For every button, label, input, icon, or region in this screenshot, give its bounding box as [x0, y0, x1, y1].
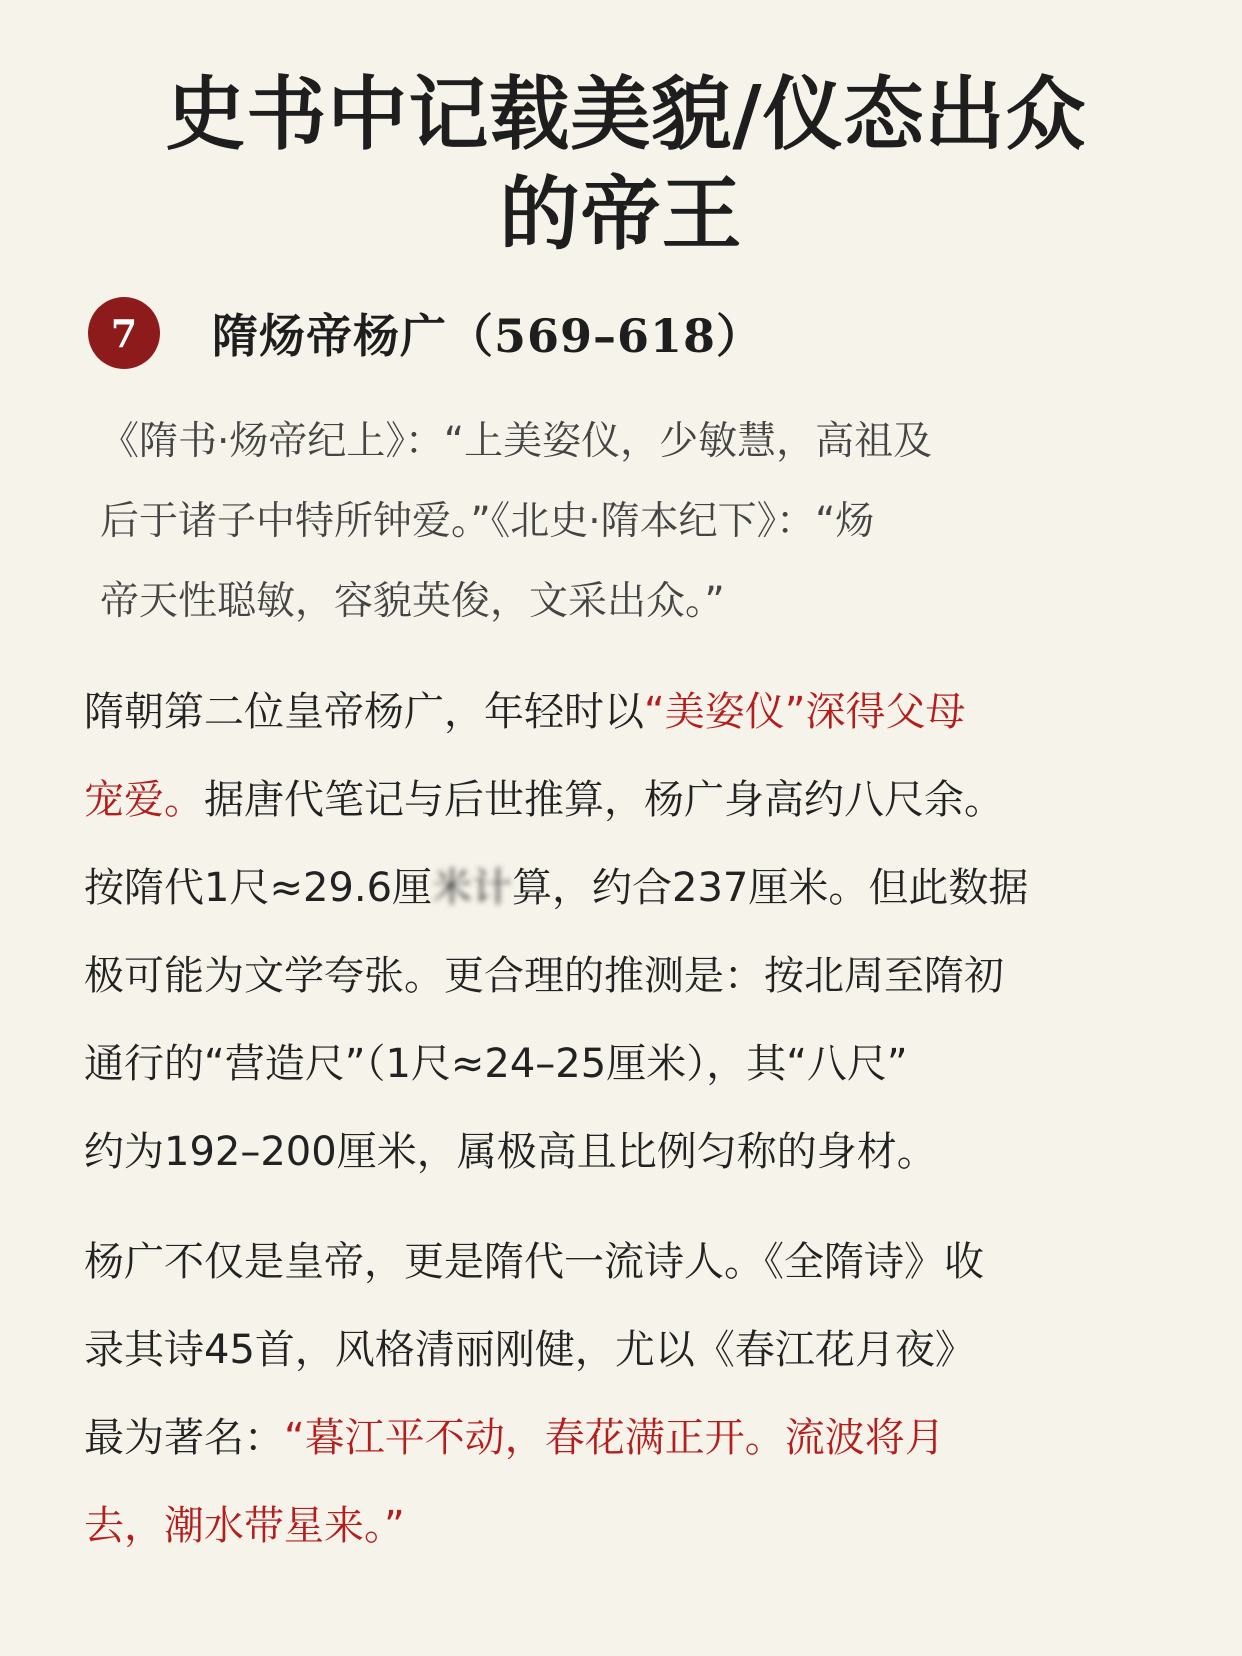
paragraph-line	[84, 756, 1164, 844]
section-heading	[88, 297, 763, 369]
page-title-line-1: 史书中记载美貌/仪态出众	[165, 67, 1087, 161]
text-segment: 隋朝第二位皇帝杨广，年轻时以	[84, 689, 644, 735]
paragraph-line	[84, 844, 1164, 932]
quote-line: 《隋书·炀帝纪上》：“上美姿仪，少敏慧，高祖及	[100, 419, 933, 464]
poem-quote: 去，潮水带星来。”	[84, 1503, 405, 1549]
poem-quote: “暮江平不动，春花满正开。流波将月	[284, 1415, 945, 1461]
paragraph-height	[84, 668, 1164, 1196]
text-segment: 按隋代1尺≈29.6厘	[84, 865, 433, 911]
paragraph-line: 通行的“营造尺”（1尺≈24–25厘米），其“八尺”	[84, 1041, 908, 1087]
page-title-line-2: 的帝王	[499, 167, 743, 261]
paragraph-poetry	[84, 1218, 1164, 1570]
highlight-text: “美姿仪”深得父母	[644, 689, 966, 735]
highlight-text: 宠爱。	[84, 777, 204, 823]
quote-line: 帝天性聪敏，容貌英俊，文采出众。”	[100, 579, 725, 624]
section-number-badge: 7	[88, 297, 160, 369]
paragraph-line: 极可能为文学夸张。更合理的推测是：按北周至隋初	[84, 953, 1004, 999]
paragraph-line	[84, 668, 1164, 756]
quote-line: 后于诸子中特所钟爱。”《北史·隋本纪下》：“炀	[100, 499, 875, 544]
text-segment: 最为著名：	[84, 1415, 284, 1461]
text-segment: 据唐代笔记与后世推算，杨广身高约八尺余。	[204, 777, 1004, 823]
historical-quote	[100, 402, 1140, 642]
blurred-text: 米计	[432, 865, 513, 911]
section-heading-text: 隋炀帝杨广（569–618）	[212, 309, 764, 363]
paragraph-line	[84, 1394, 1164, 1482]
paragraph-line: 录其诗45首，风格清丽刚健，尤以《春江花月夜》	[84, 1327, 975, 1373]
paragraph-line: 约为192–200厘米，属极高且比例匀称的身材。	[84, 1129, 937, 1175]
text-segment: 算，约合237厘米。但此数据	[512, 865, 1029, 911]
paragraph-line: 杨广不仅是皇帝，更是隋代一流诗人。《全隋诗》收	[84, 1239, 984, 1285]
